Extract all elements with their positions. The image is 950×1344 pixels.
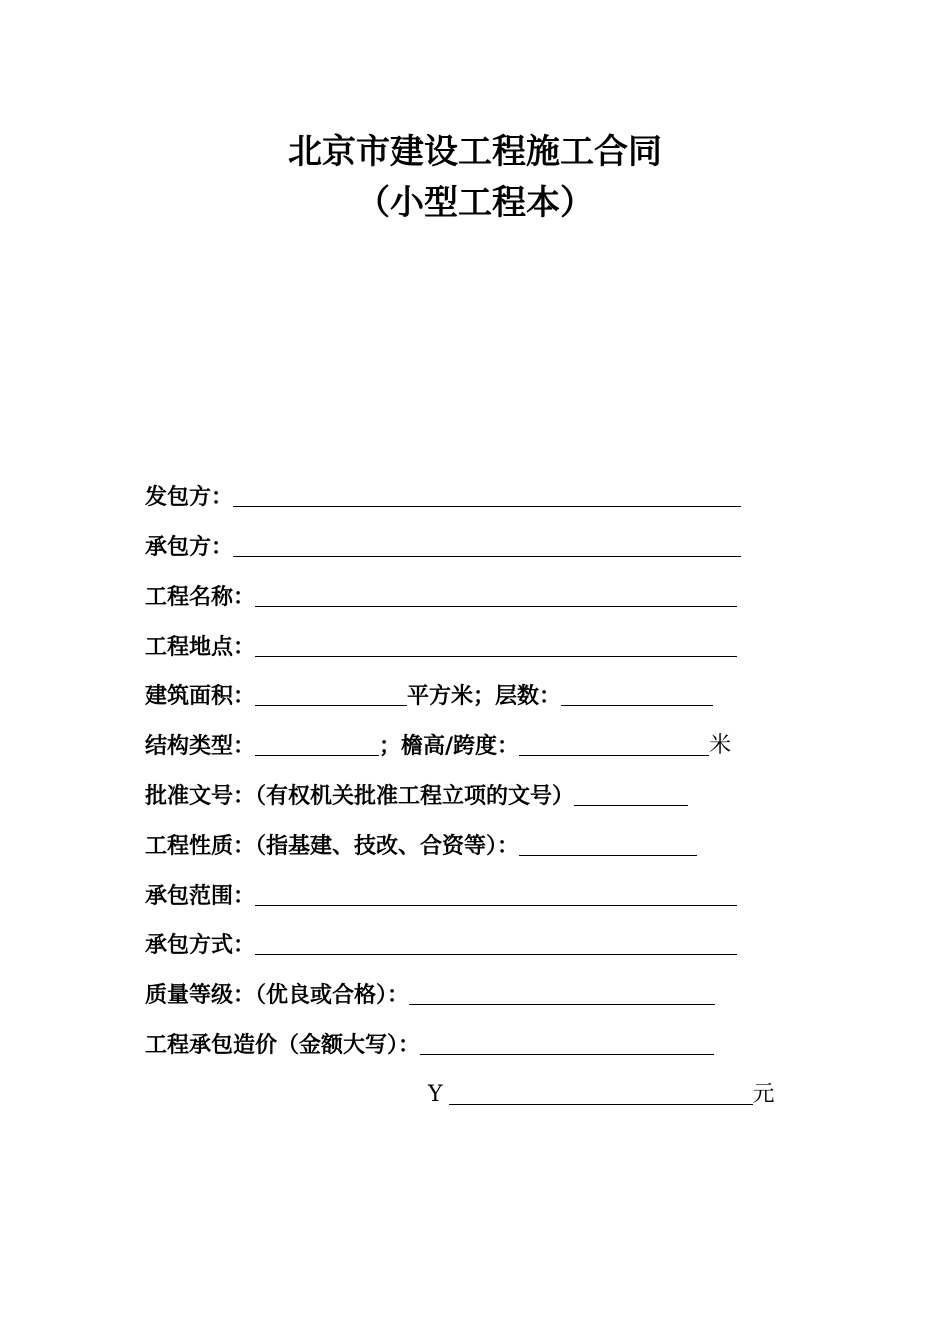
currency-symbol: Y	[428, 1082, 443, 1107]
contract-scope-row	[145, 881, 737, 911]
project-location-label: 工程地点：	[145, 634, 256, 660]
approval-label: 批准文号：（有权机关批准工程立项的文号）	[145, 783, 575, 809]
approval-blank[interactable]	[574, 783, 688, 806]
contract-scope-label: 承包范围：	[145, 883, 256, 909]
contractor-row	[145, 532, 741, 562]
price-figure-row	[428, 1080, 775, 1110]
contractor-label: 承包方：	[145, 534, 234, 560]
currency-unit: 元	[752, 1082, 775, 1107]
project-name-blank[interactable]	[255, 584, 737, 607]
project-location-blank[interactable]	[255, 634, 737, 657]
project-nature-row	[145, 831, 697, 861]
height-unit-label: 米	[709, 733, 732, 758]
project-name-label: 工程名称：	[145, 584, 256, 610]
structure-row	[145, 731, 731, 761]
contract-price-label: 工程承包造价（金额大写）：	[145, 1032, 421, 1058]
employer-row	[145, 482, 741, 512]
project-nature-blank[interactable]	[519, 833, 697, 856]
project-name-row	[145, 582, 737, 612]
quality-grade-row	[145, 980, 715, 1010]
employer-blank[interactable]	[233, 484, 741, 507]
floors-blank[interactable]	[561, 683, 713, 706]
eaves-height-label: ；檐高/跨度：	[379, 733, 520, 759]
contract-method-label: 承包方式：	[145, 932, 256, 958]
area-unit-label: 平方米；层数：	[407, 683, 562, 709]
contractor-blank[interactable]	[233, 534, 741, 557]
contract-title: 北京市建设工程施工合同	[288, 132, 662, 172]
project-location-row	[145, 632, 737, 662]
building-area-label: 建筑面积：	[145, 683, 256, 709]
building-area-blank[interactable]	[255, 683, 407, 706]
structure-type-label: 结构类型：	[145, 733, 256, 759]
building-area-row	[145, 681, 713, 711]
contract-method-blank[interactable]	[255, 932, 737, 955]
structure-type-blank[interactable]	[255, 733, 379, 756]
price-figure-blank[interactable]	[449, 1082, 753, 1105]
contract-price-blank[interactable]	[420, 1032, 714, 1055]
contract-method-row	[145, 930, 737, 960]
contract-scope-blank[interactable]	[255, 883, 737, 906]
eaves-height-blank[interactable]	[519, 733, 709, 756]
contract-price-row	[145, 1030, 714, 1060]
quality-grade-blank[interactable]	[409, 982, 715, 1005]
project-nature-label: 工程性质：（指基建、技改、合资等）：	[145, 833, 520, 859]
contract-subtitle: （小型工程本）	[356, 183, 594, 223]
approval-row	[145, 781, 688, 811]
employer-label: 发包方：	[145, 484, 234, 510]
quality-grade-label: 质量等级：（优良或合格）：	[145, 982, 410, 1008]
